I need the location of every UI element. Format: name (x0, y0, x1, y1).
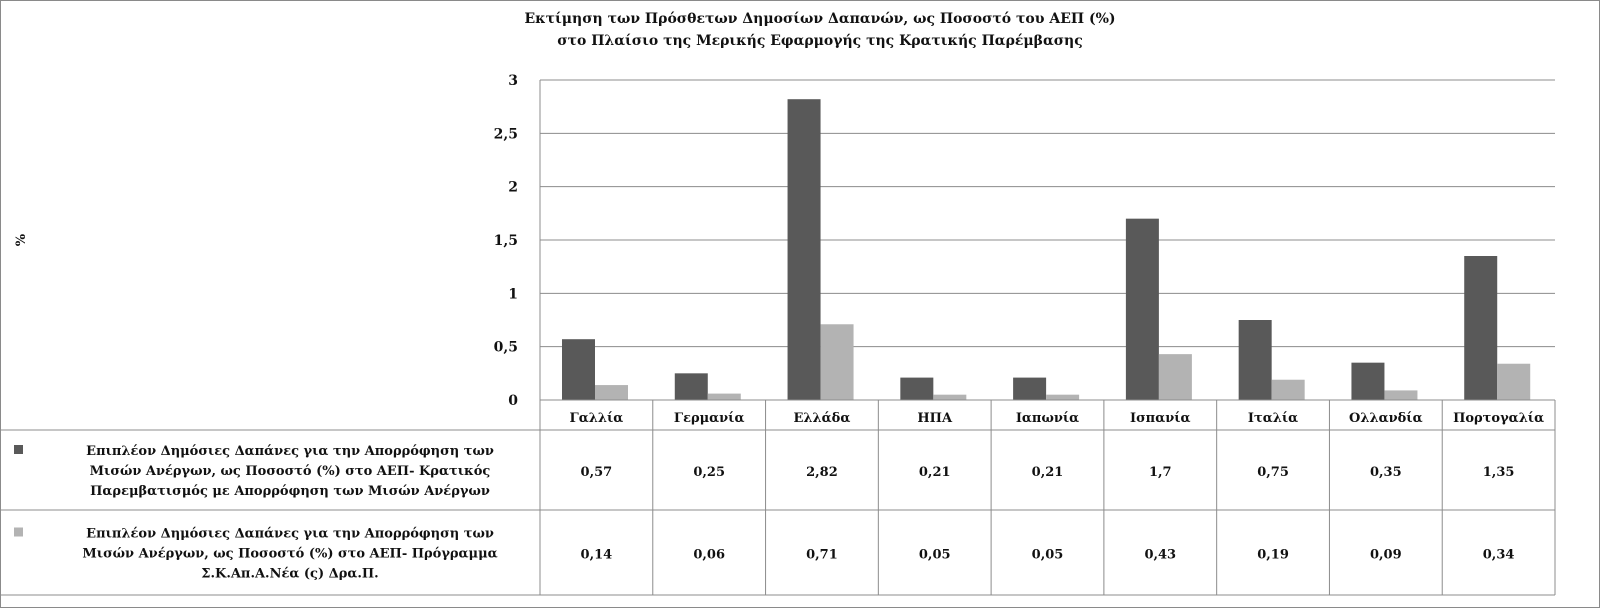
x-tick-label: Ισπανία (1130, 411, 1191, 426)
bar (1013, 378, 1046, 400)
chart-title-line-1: Εκτίμηση των Πρόσθετων Δημοσίων Δαπανών, ως Ποσοστό του ΑΕΠ (%) (524, 11, 1116, 27)
y-tick-label: 0 (508, 393, 518, 409)
y-tick-label: 0,5 (493, 339, 518, 356)
bar (595, 385, 628, 400)
data-label: 0,14 (580, 547, 613, 563)
data-label: 0,25 (693, 465, 726, 480)
bar (1272, 380, 1305, 400)
data-label: 0,05 (1031, 547, 1064, 563)
x-tick-label: Ιαπωνία (1015, 411, 1080, 426)
data-label: 0,06 (693, 547, 726, 563)
data-label: 0,35 (1369, 465, 1402, 480)
x-tick-label: ΗΠΑ (917, 411, 953, 426)
x-tick-label: Γαλλία (569, 411, 624, 426)
legend-label: Επιπλέον Δημόσιες Δαπάνες για την Απορρόφηση των (86, 444, 494, 459)
data-label: 0,34 (1482, 547, 1515, 563)
data-label: 0,57 (580, 465, 613, 480)
bar (1464, 256, 1497, 400)
y-tick-label: 1,5 (493, 233, 518, 249)
bar (933, 395, 966, 400)
bar (675, 373, 708, 400)
bar (1384, 390, 1417, 400)
legend-label: Μισών Ανέργων, ως Ποσοστό (%) στο ΑΕΠ- Κρατικός (89, 464, 491, 479)
x-tick-label: Πορτογαλία (1453, 411, 1545, 426)
bar (708, 394, 741, 400)
data-label: 0,05 (918, 547, 951, 563)
x-tick-label: Ελλάδα (793, 411, 851, 426)
bar (1351, 363, 1384, 400)
bar (821, 324, 854, 400)
data-label: 2,82 (806, 465, 838, 480)
bar (1497, 364, 1530, 400)
legend-swatch (14, 528, 23, 537)
data-label: 0,21 (918, 465, 951, 480)
y-tick-label: 2 (508, 179, 518, 196)
legend-swatch (14, 445, 23, 454)
data-label: 0,09 (1369, 547, 1402, 563)
data-label: 1,7 (1148, 465, 1172, 480)
chart-title-line-2: στο Πλαίσιο της Μερικής Εφαρμογής της Κρατικής Παρέμβασης (557, 33, 1083, 49)
x-tick-label: Ολλανδία (1349, 411, 1423, 426)
bar (788, 99, 821, 400)
bar (1126, 219, 1159, 400)
bar (562, 339, 595, 400)
legend-label: Παρεμβατισμός με Απορρόφηση των Μισών Ανέργων (90, 484, 490, 499)
data-label: 0,43 (1144, 547, 1177, 563)
y-tick-label: 1 (508, 286, 518, 303)
x-tick-label: Γερμανία (673, 411, 745, 426)
data-label: 0,21 (1031, 465, 1064, 480)
y-tick-label: 2,5 (493, 126, 518, 143)
y-tick-label: 3 (508, 73, 518, 89)
legend-label: Σ.Κ.Απ.Α.Νέα (ς) Δρα.Π. (201, 566, 379, 582)
bar (1159, 354, 1192, 400)
legend-label: Επιπλέον Δημόσιες Δαπάνες για την Απορρόφηση των (86, 526, 494, 542)
x-tick-label: Ιταλία (1247, 411, 1299, 426)
data-label: 0,71 (806, 547, 838, 563)
bar (1046, 395, 1079, 400)
bar (1239, 320, 1272, 400)
data-label: 0,75 (1257, 465, 1289, 480)
bar (900, 378, 933, 400)
legend-label: Μισών Ανέργων, ως Ποσοστό (%) στο ΑΕΠ- Πρόγραμμα (82, 546, 498, 562)
y-axis-label: % (14, 233, 29, 247)
data-label: 1,35 (1482, 465, 1515, 480)
data-label: 0,19 (1257, 547, 1289, 563)
